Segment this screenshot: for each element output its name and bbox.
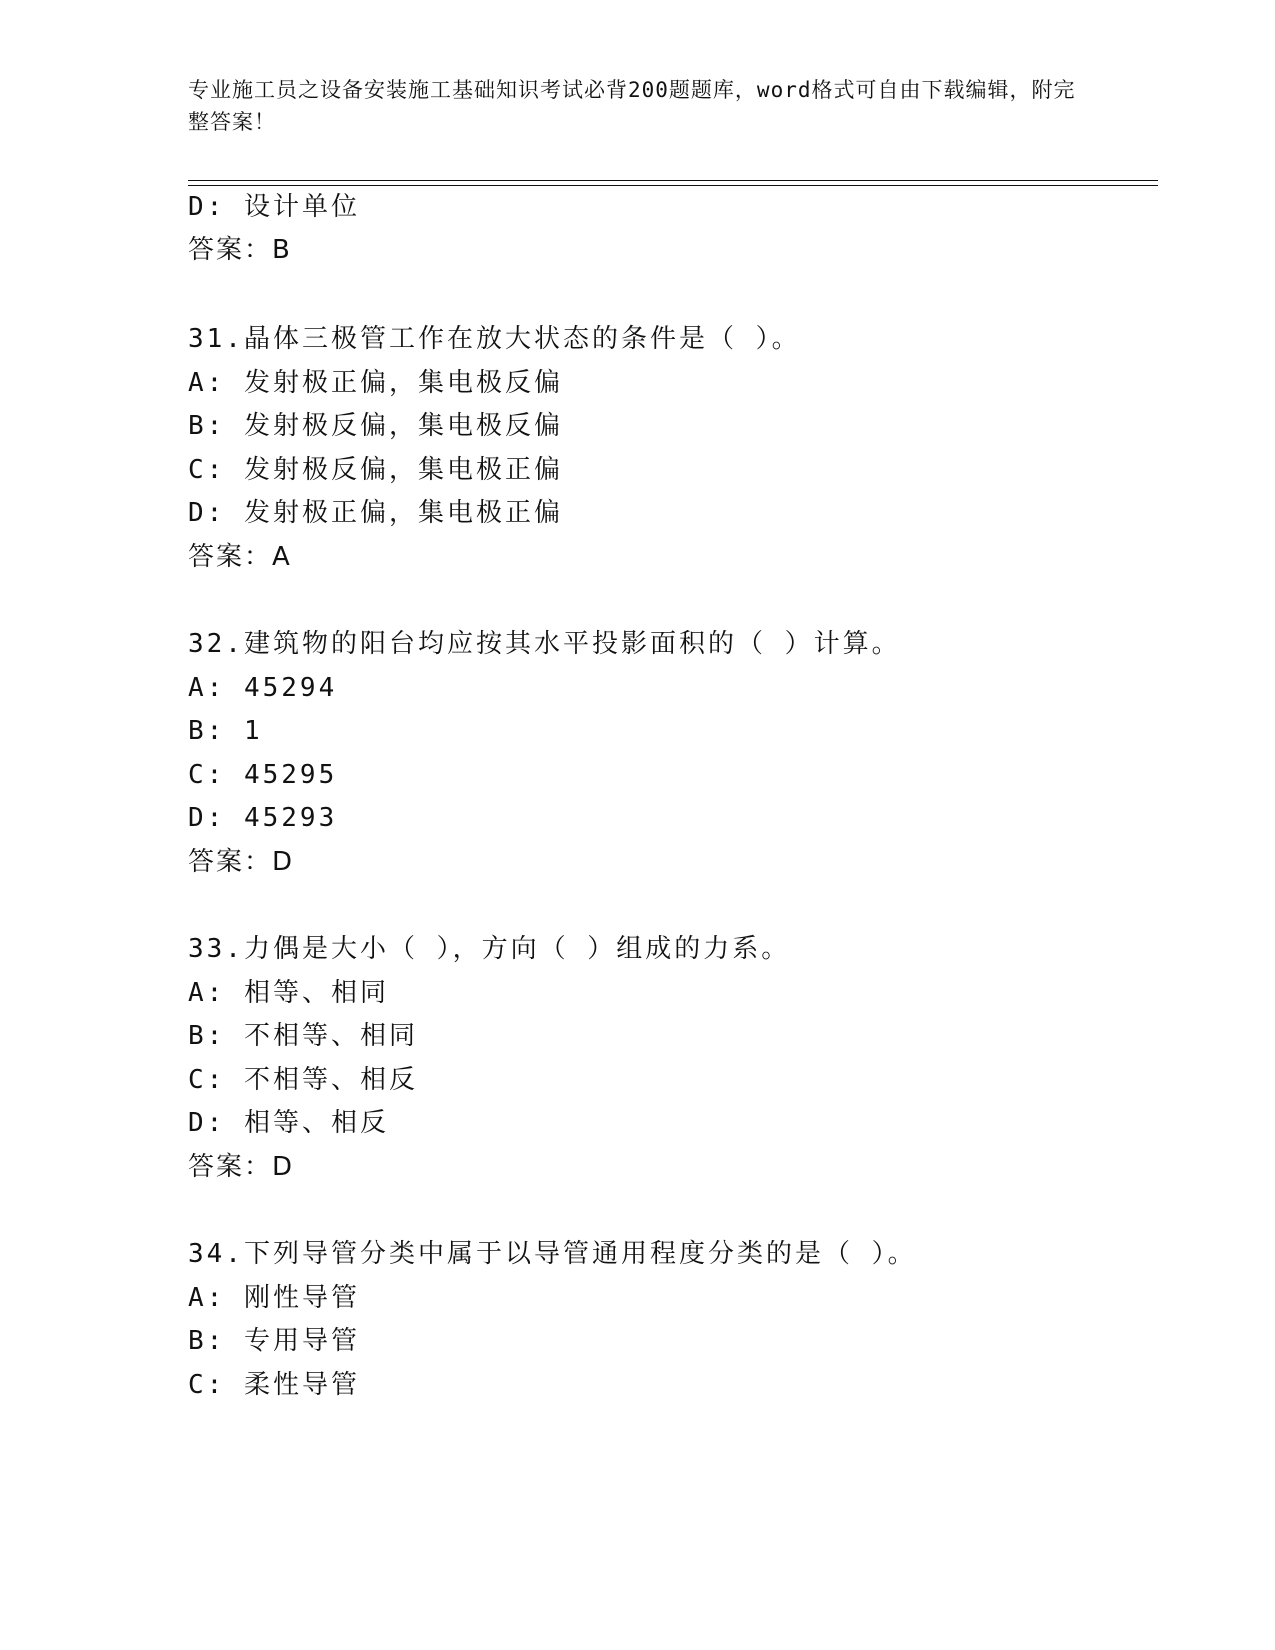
option-b: B: 不相等、相同 bbox=[188, 1021, 418, 1051]
question-stem: 31.晶体三极管工作在放大状态的条件是（ ）。 bbox=[188, 324, 801, 354]
option-c: C: 45295 bbox=[188, 760, 338, 790]
option-c: C: 不相等、相反 bbox=[188, 1065, 418, 1095]
answer: 答案：A bbox=[188, 542, 292, 572]
option-b: B: 1 bbox=[188, 716, 263, 746]
header-divider-bottom bbox=[188, 185, 1158, 186]
answer: 答案：D bbox=[188, 1152, 295, 1182]
option-d: D: 45293 bbox=[188, 803, 338, 833]
option-c: C: 柔性导管 bbox=[188, 1370, 360, 1400]
question-stem: 32.建筑物的阳台均应按其水平投影面积的（ ）计算。 bbox=[188, 629, 901, 659]
option-c: C: 发射极反偏，集电极正偏 bbox=[188, 455, 563, 485]
question-stem: 33.力偶是大小（ ），方向（ ）组成的力系。 bbox=[188, 934, 791, 964]
option-a: A: 发射极正偏，集电极反偏 bbox=[188, 368, 563, 398]
header-divider-top bbox=[188, 180, 1158, 181]
question-stem: 34.下列导管分类中属于以导管通用程度分类的是（ ）。 bbox=[188, 1239, 917, 1269]
option-d: D: 发射极正偏，集电极正偏 bbox=[188, 498, 563, 528]
option-a: A: 45294 bbox=[188, 673, 338, 703]
answer: 答案：D bbox=[188, 847, 295, 877]
answer: 答案：B bbox=[188, 235, 292, 265]
document-header: 专业施工员之设备安装施工基础知识考试必背200题题库，word格式可自由下载编辑，附完整答案！ bbox=[188, 78, 1076, 134]
option-a: A: 相等、相同 bbox=[188, 978, 389, 1008]
option-d: D: 相等、相反 bbox=[188, 1108, 389, 1138]
option-d: D: 设计单位 bbox=[188, 192, 360, 222]
option-b: B: 发射极反偏，集电极反偏 bbox=[188, 411, 563, 441]
option-b: B: 专用导管 bbox=[188, 1326, 360, 1356]
option-a: A: 刚性导管 bbox=[188, 1283, 360, 1313]
